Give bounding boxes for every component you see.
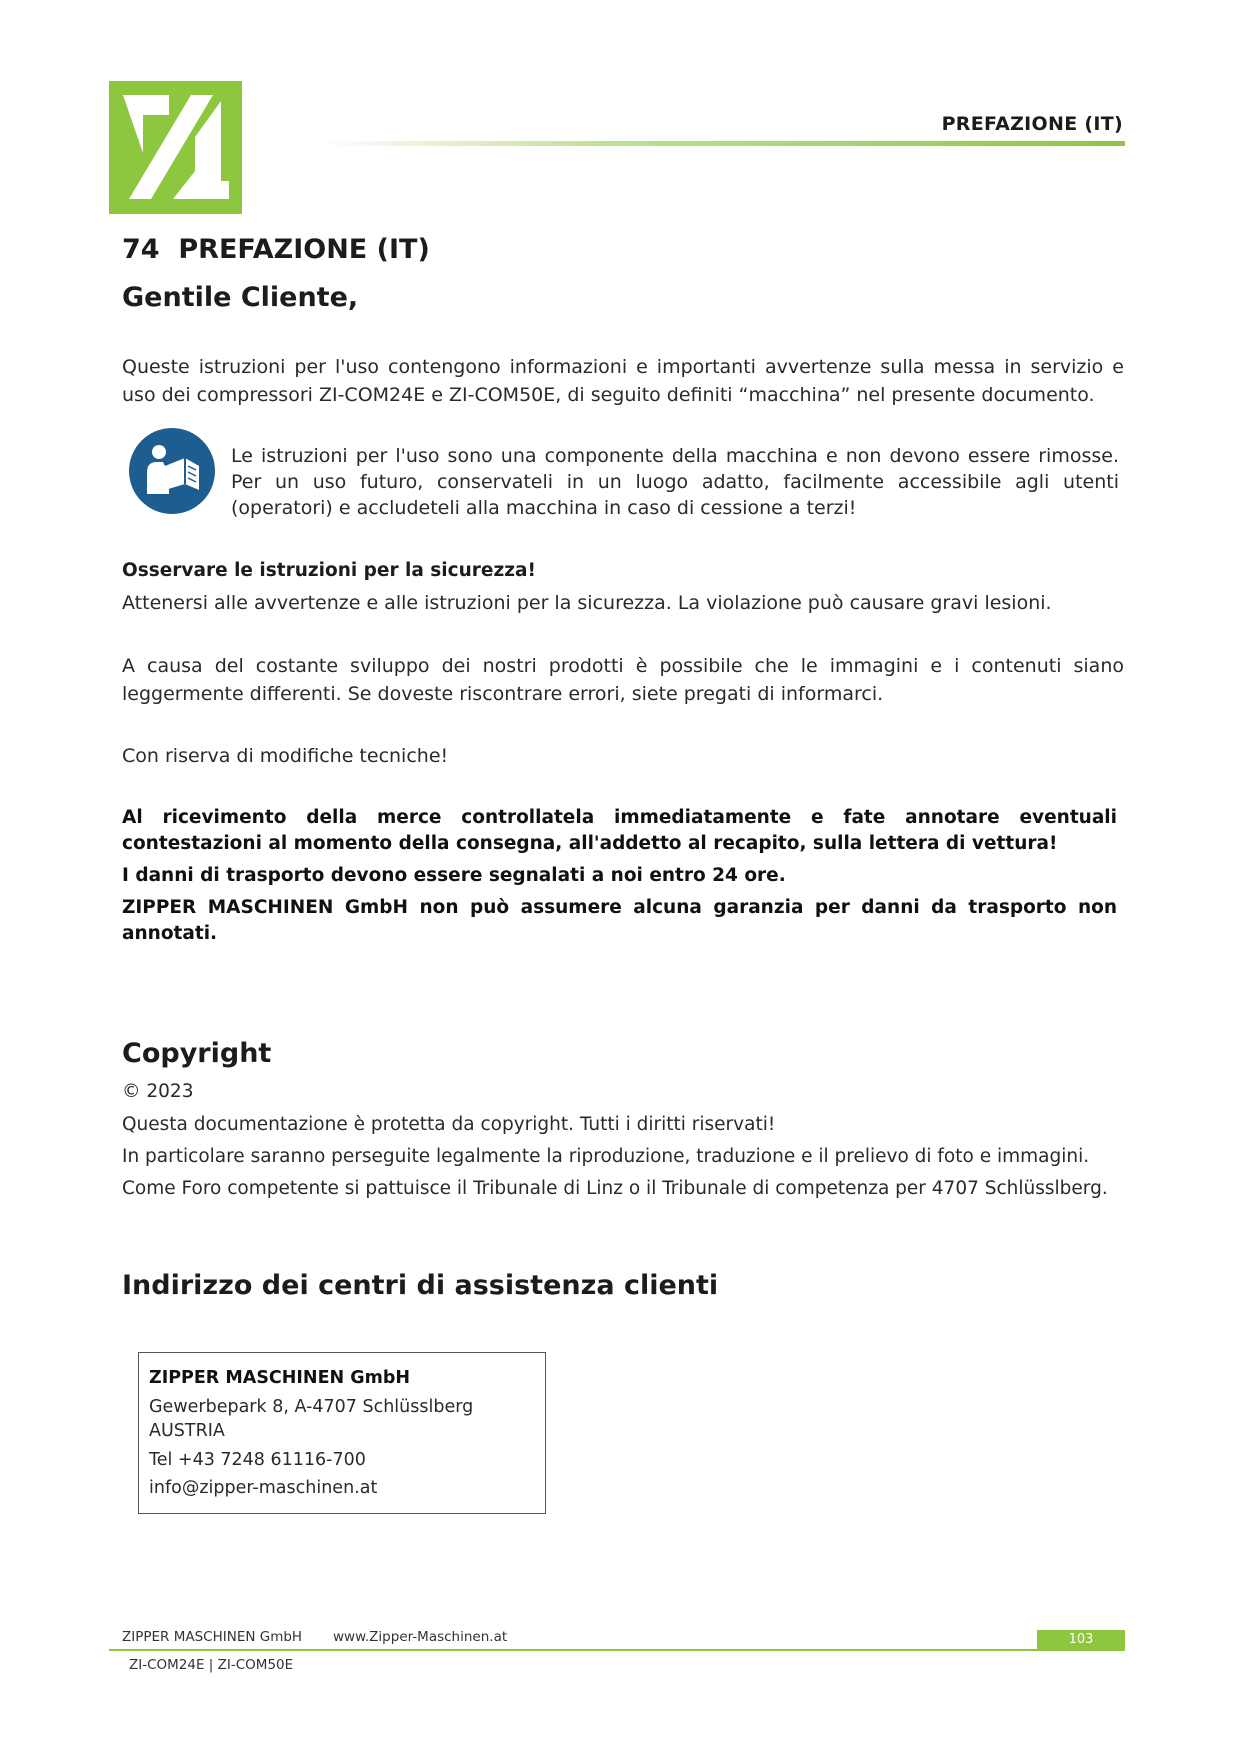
- address-box: [138, 1352, 546, 1514]
- copyright-title: Copyright: [122, 1038, 272, 1069]
- address-street: Gewerbepark 8, A-4707 Schlüsslberg: [149, 1397, 474, 1417]
- technical-changes-note: Con riserva di modifiche tecniche!: [122, 745, 449, 767]
- address-company: ZIPPER MASCHINEN GmbH: [149, 1368, 411, 1388]
- address-phone: Tel +43 7248 61116-700: [149, 1450, 366, 1470]
- delivery-notice: Al ricevimento della merce controllatela immediatamente e fate annotare eventuali contestazioni al momento della consegna, all'addetto al recapito, sulla lettera di vettura!: [122, 807, 1117, 854]
- footer-model: ZI-COM24E | ZI-COM50E: [129, 1657, 294, 1673]
- transport-damage-notice: I danni di trasporto devono essere segnalati a noi entro 24 ore.: [122, 865, 786, 886]
- greeting: Gentile Cliente,: [122, 282, 359, 313]
- header-title: PREFAZIONE (IT): [941, 113, 1123, 135]
- copyright-line: In particolare saranno perseguite legalmente la riproduzione, traduzione e il prelievo di foto e immagini.: [122, 1146, 1090, 1167]
- copyright-year: © 2023: [122, 1081, 194, 1102]
- address-country: AUSTRIA: [149, 1421, 225, 1441]
- address-email: info@zipper-maschinen.at: [149, 1478, 378, 1498]
- footer-rule: [109, 1649, 1125, 1651]
- page-number: 103: [1068, 1632, 1094, 1647]
- zipper-logo: [109, 81, 242, 214]
- safety-title: Osservare le istruzioni per la sicurezza!: [122, 560, 536, 581]
- header-rule: [320, 141, 1125, 146]
- service-title: Indirizzo dei centri di assistenza clienti: [122, 1270, 719, 1301]
- read-manual-icon: [129, 428, 215, 514]
- safety-text: Attenersi alle avvertenze e alle istruzioni per la sicurezza. La violazione può causare gravi lesioni.: [122, 592, 1052, 614]
- copyright-line: Questa documentazione è protetta da copyright. Tutti i diritti riservati!: [122, 1114, 776, 1135]
- development-paragraph: A causa del costante sviluppo dei nostri prodotti è possibile che le immagini e i contenuti siano leggermente differenti. Se doveste riscontrare errori, siete pregati di informarci.: [122, 655, 1124, 705]
- footer-website: www.Zipper-Maschinen.at: [333, 1629, 508, 1645]
- manual-note: Le istruzioni per l'uso sono una componente della macchina e non devono essere rimosse. Per un uso futuro, conservateli in un luogo adatto, facilmente accessibile agli utenti (operatori) e accludeteli alla macchina in caso di cessione a terzi!: [231, 445, 1119, 519]
- section-title: 74 PREFAZIONE (IT): [122, 234, 430, 265]
- footer-company: ZIPPER MASCHINEN GmbH: [122, 1629, 303, 1645]
- copyright-line: Come Foro competente si pattuisce il Tribunale di Linz o il Tribunale di competenza per 4707 Schlüsslberg.: [122, 1178, 1108, 1199]
- page-number-badge: [1037, 1630, 1125, 1651]
- guarantee-notice: ZIPPER MASCHINEN GmbH non può assumere alcuna garanzia per danni da trasporto non annotati.: [122, 897, 1117, 944]
- intro-paragraph: Queste istruzioni per l'uso contengono informazioni e importanti avvertenze sulla messa in servizio e uso dei compressori ZI-COM24E e ZI-COM50E, di seguito definiti “macchina” nel presente documento.: [122, 356, 1124, 406]
